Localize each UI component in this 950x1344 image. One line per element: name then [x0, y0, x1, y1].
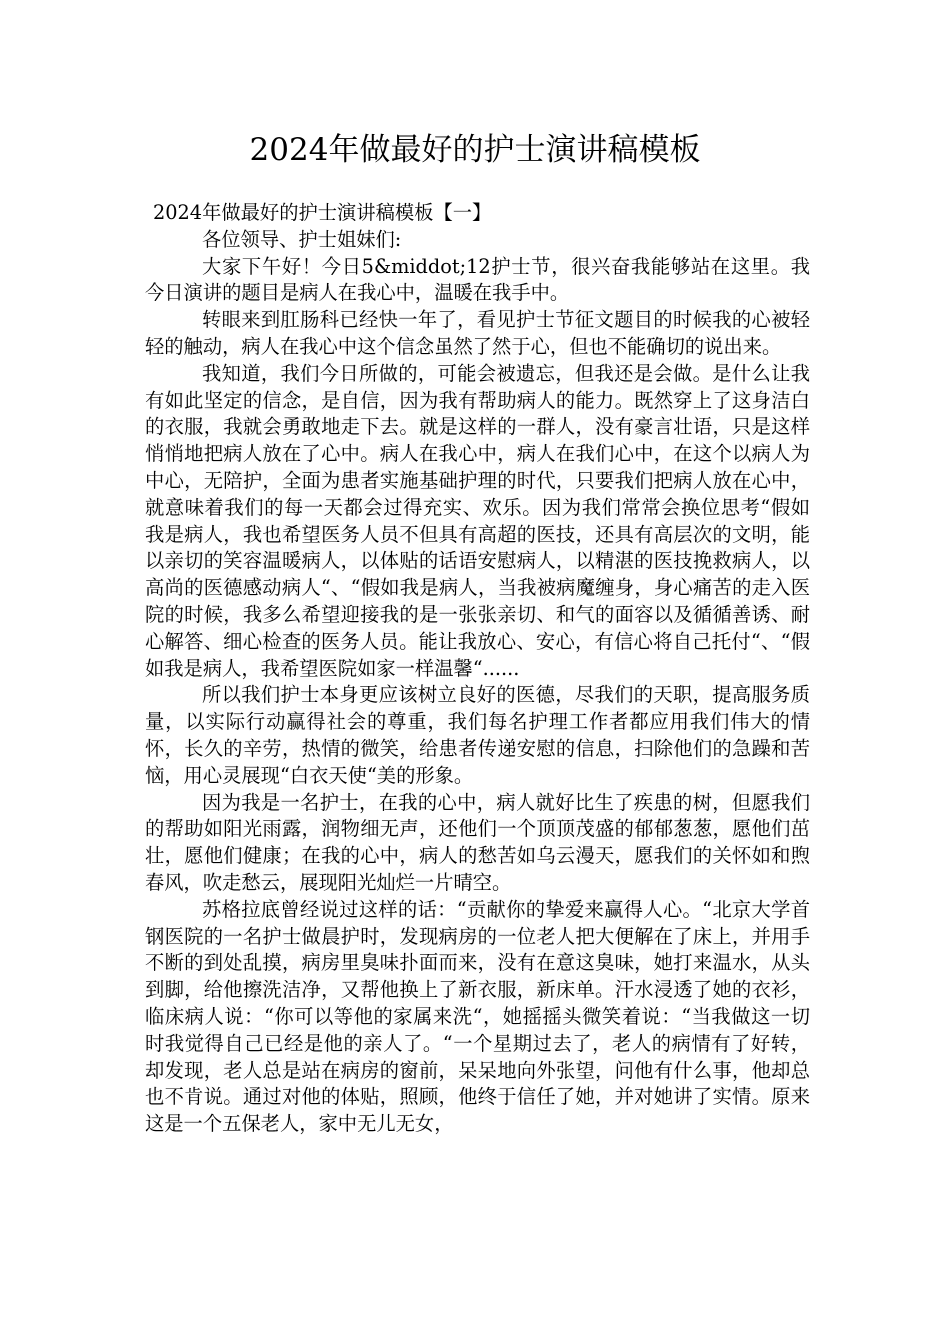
- paragraph-opening: 大家下午好！今日5&middot;12护士节，很兴奋我能够站在这里。我今日演讲的题目是病人在我心中，温暖在我手中。: [145, 254, 810, 305]
- paragraph: 我知道，我们今日所做的，可能会被遗忘，但我还是会做。是什么让我有如此坚定的信念，是自信，因为我有帮助病人的能力。既然穿上了这身洁白的衣服，我就会勇敢地走下去。就是这样的一群人，没有豪言壮语，只是这样悄悄地把病人放在了心中。病人在我心中，病人在我们心中，在这个以病人为中心，无陪护，全面为患者实施基础护理的时代，只要我们把病人放在心中，就意味着我们的每一天都会过得充实、欢乐。因为我们常常会换位思考“假如我是病人，我也希望医务人员不但具有高超的医技，还具有高层次的文明，能以亲切的笑容温暖病人，以体贴的话语安慰病人，以精湛的医技挽救病人，以高尚的医德感动病人“、“假如我是病人，当我被病魔缠身，身心痛苦的走入医院的时候，我多么希望迎接我的是一张张亲切、和气的面容以及循循善诱、耐心解答、细心检查的医务人员。能让我放心、安心，有信心将自己托付“、“假如我是病人，我希望医院如家一样温馨“......: [145, 361, 810, 680]
- paragraph: 苏格拉底曾经说过这样的话：“贡献你的挚爱来赢得人心。“北京大学首钢医院的一名护士做晨护时，发现病房的一位老人把大便解在了床上，并用手不断的到处乱摸，病房里臭味扑面而来，没有在意这臭味，她打来温水，从头到脚，给他擦洗洁净，又帮他换上了新衣服，新床单。汗水浸透了她的衣衫，临床病人说：“你可以等他的家属来洗“，她摇摇头微笑着说：“当我做这一切时我觉得自己已经是他的亲人了。“一个星期过去了，老人的病情有了好转，却发现，老人总是站在病房的窗前，呆呆地向外张望，问他有什么事，他却总也不肯说。通过对他的体贴，照顾，他终于信任了她，并对她讲了实情。原来这是一个五保老人，家中无儿无女，: [145, 897, 810, 1136]
- section-heading: 2024年做最好的护士演讲稿模板【一】: [153, 201, 492, 224]
- document-title: 2024年做最好的护士演讲稿模板: [249, 132, 701, 168]
- document-body: [145, 200, 810, 1138]
- paragraph-greeting: 各位领导、护士姐妹们:: [202, 227, 402, 251]
- paragraph: 转眼来到肛肠科已经快一年了，看见护士节征文题目的时候我的心被轻轻的触动，病人在我心中这个信念虽然了然于心，但也不能确切的说出来。: [145, 308, 810, 358]
- paragraph: 所以我们护士本身更应该树立良好的医德，尽我们的天职，提高服务质量，以实际行动赢得社会的尊重，我们每名护理工作者都应用我们伟大的情怀，长久的辛劳，热情的微笑，给患者传递安慰的信息，扫除他们的急躁和苦恼，用心灵展现“白衣天使“美的形象。: [145, 683, 810, 787]
- paragraph: 因为我是一名护士，在我的心中，病人就好比生了疾患的树，但愿我们的帮助如阳光雨露，润物细无声，还他们一个顶顶茂盛的郁郁葱葱，愿他们茁壮，愿他们健康；在我的心中，病人的愁苦如乌云漫天，愿我们的关怀如和煦春风，吹走愁云，展现阳光灿烂一片晴空。: [145, 790, 810, 894]
